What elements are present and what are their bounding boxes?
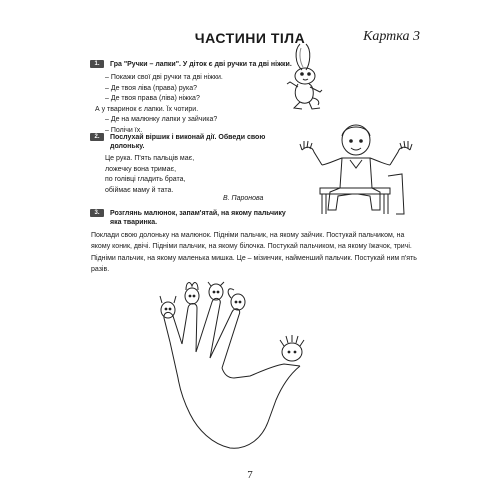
card-label: Картка 3 [363, 29, 420, 44]
task-1-line: – Де твоя права (ліва) ніжка? [105, 95, 200, 102]
task-1-line: – Полічи їх. [105, 126, 143, 134]
task-3-badge: 3. [90, 209, 104, 217]
task-1-line: – Де на малюнку лапки у зайчика? [105, 116, 218, 123]
task-3-header [90, 209, 290, 227]
poem-line: обіймає маму й тата. [105, 186, 174, 194]
task-1-lines [95, 73, 223, 136]
task-1-line: А у тваринок є лапки. Їх чотири. [95, 105, 199, 113]
task-2-instruction: Послухай віршик і виконай дії. Обведи свою долоньку. [110, 134, 266, 150]
task-3-paragraph: Поклади свою долоньку на малюнок. Підніми пальчик, на якому зайчик. Постукай пальчиком, на якому коник, двічі. Підніми пальчик, на якому білочка. Постукай пальчиком, на якому їжачок, тричі. Підніми пальчик, на якому маленька мишка. Це – мізинчик, найменший пальчик. Постукай ним п'ять разів. [91, 232, 417, 273]
task-2-header [90, 133, 290, 151]
task-1-instruction: Гра "Ручки – лапки". У діток є дві ручки та дві ніжки. [110, 61, 292, 68]
task-1-header [90, 60, 292, 69]
bunny-illustration [282, 42, 342, 112]
task-2-badge: 2. [90, 133, 104, 141]
poem-line: по голівці гладить брата, [105, 176, 186, 183]
task-3-instruction: Розглянь малюнок, запам'ятай, на якому пальчику яка тваринка. [110, 210, 286, 226]
page-title: ЧАСТИНИ ТІЛА [194, 30, 306, 46]
task-1-badge: 1. [90, 60, 104, 68]
task-1-line: – Покажи свої дві ручки та дві ніжки. [105, 74, 223, 81]
boy-on-bench-illustration [292, 110, 417, 220]
hand-with-finger-puppets-illustration [150, 282, 320, 452]
task-2-poem [105, 154, 194, 196]
poem-line: ложечку вона тримає, [105, 165, 177, 173]
poem-line: Це рука. П'ять пальців має, [105, 155, 195, 162]
page-number: 7 [247, 469, 253, 481]
poem-author: В. Паронова [223, 195, 264, 202]
task-1-line: – Де твоя ліва (права) рука? [105, 84, 198, 92]
